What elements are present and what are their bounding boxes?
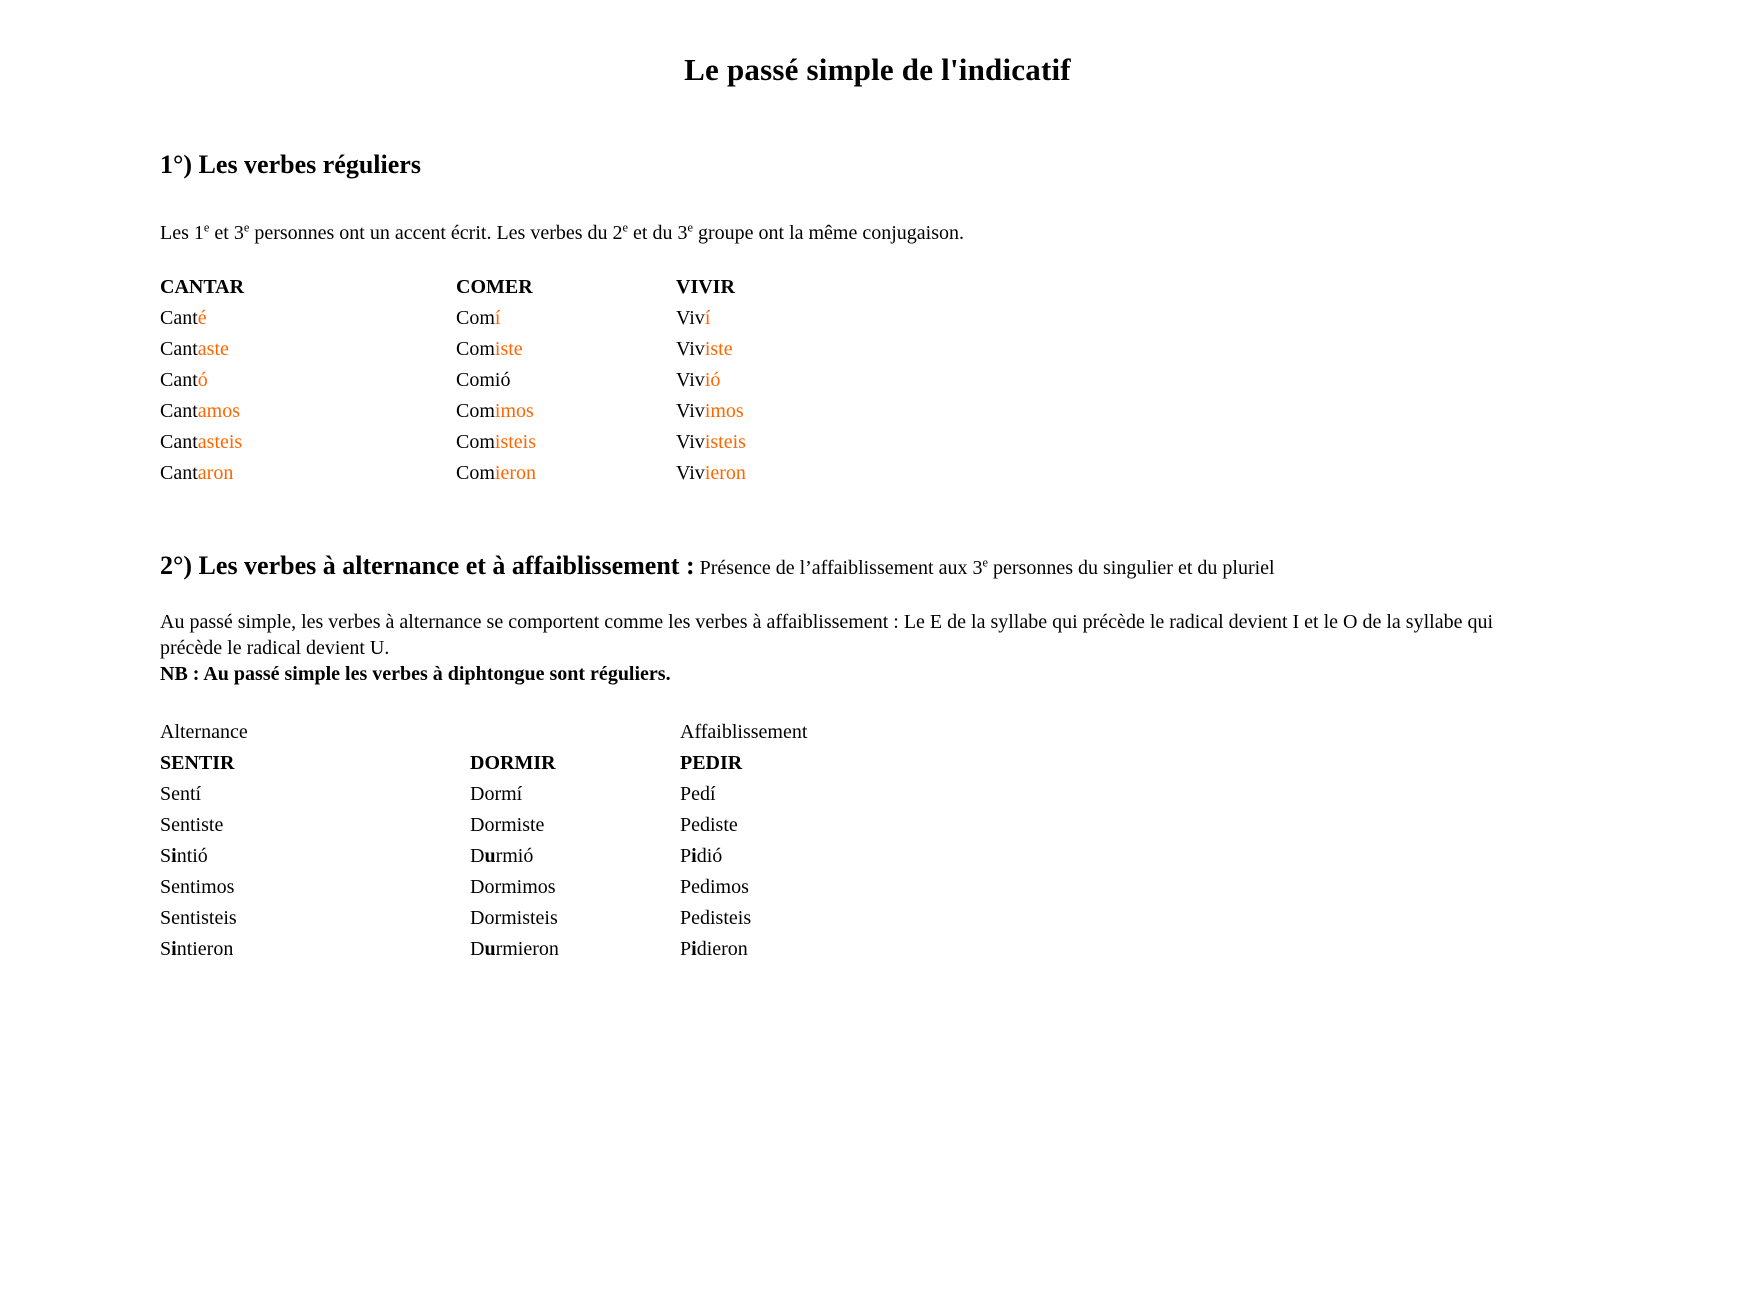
vowel-change-highlight: u <box>484 845 496 867</box>
vowel-change-highlight: i <box>691 938 697 960</box>
vowel-change-highlight: i <box>171 938 177 960</box>
document-page <box>0 52 1755 1293</box>
verb-infinitive-header: VIVIR <box>676 276 735 298</box>
conjugated-form: Sentiste <box>160 814 224 836</box>
conjugation-column-dormir <box>470 748 680 965</box>
verb-ending-highlight: amos <box>197 400 240 422</box>
verb-ending-highlight: iste <box>494 338 523 360</box>
verb-ending-highlight: aste <box>197 338 229 360</box>
verb-ending-highlight: é <box>197 307 207 329</box>
verb-ending-highlight: ió <box>704 369 721 391</box>
group-labels <box>160 717 1595 748</box>
conjugated-form: Pedí <box>680 783 716 805</box>
superscript-ordinal: e <box>243 220 250 235</box>
conjugated-form: Sintieron <box>160 938 234 960</box>
conjugated-form: Sintió <box>160 845 208 867</box>
conjugated-form: Pedisteis <box>680 907 752 929</box>
conjugated-form: Dormimos <box>470 876 556 898</box>
verb-ending-highlight: ieron <box>494 462 536 484</box>
conjugated-form: Pediste <box>680 814 738 836</box>
conjugated-form: Canté <box>160 307 207 329</box>
section2-heading <box>160 551 1595 581</box>
conjugated-form: Sentimos <box>160 876 235 898</box>
verb-ending-highlight: ieron <box>704 462 746 484</box>
conjugated-form: Vivieron <box>676 462 746 484</box>
conjugated-form: Comimos <box>456 400 534 422</box>
conjugated-form: Vivisteis <box>676 431 746 453</box>
conjugation-column-cantar <box>160 272 456 489</box>
verb-ending-highlight: imos <box>494 400 534 422</box>
conjugated-form: Dormisteis <box>470 907 558 929</box>
conjugated-form: Cantaste <box>160 338 229 360</box>
conjugation-column-sentir <box>160 748 470 965</box>
section2-paragraph: Au passé simple, les verbes à alternance se comportent comme les verbes à affaiblissement : Le E de la syllabe qui précède le radical devient I et le O de la syllabe qui précède le radical devient U. <box>160 611 1494 659</box>
conjugated-form: Comieron <box>456 462 536 484</box>
alternance-affaiblissement-table <box>160 748 1595 965</box>
conjugated-form: Comió <box>456 369 511 391</box>
conjugated-form: Comí <box>456 307 501 329</box>
conjugated-form: Comisteis <box>456 431 537 453</box>
vowel-change-highlight: i <box>691 845 697 867</box>
verb-infinitive-header: SENTIR <box>160 752 235 774</box>
verb-ending-highlight: ó <box>197 369 208 391</box>
document-title: Le passé simple de l'indicatif <box>684 52 1071 87</box>
regular-verbs-table <box>160 272 1595 489</box>
section-regular-verbs <box>160 150 1595 489</box>
section1-heading: 1°) Les verbes réguliers <box>160 150 421 179</box>
conjugated-form: Vivimos <box>676 400 744 422</box>
conjugated-form: Cantó <box>160 369 208 391</box>
conjugation-column-pedir <box>680 748 1595 965</box>
section2-nb-note: NB : Au passé simple les verbes à diphtongue sont réguliers. <box>160 663 671 685</box>
section2-heading-note: Présence de l’affaiblissement aux 3e personnes du singulier et du pluriel <box>694 555 1275 579</box>
conjugated-form: Durmió <box>470 845 534 867</box>
superscript-ordinal: e <box>203 220 210 235</box>
superscript-ordinal: e <box>622 220 629 235</box>
verb-ending-highlight: aron <box>197 462 234 484</box>
conjugated-form: Cantasteis <box>160 431 243 453</box>
conjugated-form: Viví <box>676 307 711 329</box>
verb-infinitive-header: CANTAR <box>160 276 245 298</box>
conjugated-form: Viviste <box>676 338 733 360</box>
verb-ending-highlight: isteis <box>494 431 537 453</box>
conjugated-form: Dormiste <box>470 814 545 836</box>
conjugation-column-comer <box>456 272 676 489</box>
conjugated-form: Vivió <box>676 369 721 391</box>
conjugated-form: Pidió <box>680 845 723 867</box>
vowel-change-highlight: u <box>484 938 496 960</box>
verb-infinitive-header: DORMIR <box>470 752 556 774</box>
superscript-ordinal: e <box>982 555 988 570</box>
vowel-change-highlight: i <box>171 845 177 867</box>
verb-ending-highlight: iste <box>704 338 733 360</box>
verb-infinitive-header: PEDIR <box>680 752 743 774</box>
conjugated-form: Sentisteis <box>160 907 237 929</box>
verb-infinitive-header: COMER <box>456 276 533 298</box>
conjugated-form: Comiste <box>456 338 523 360</box>
section1-intro: Les 1e et 3e personnes ont un accent écrit. Les verbes du 2e et du 3e groupe ont la même conjugaison. <box>160 220 965 244</box>
verb-ending-highlight: í <box>704 307 711 329</box>
verb-ending-highlight: asteis <box>197 431 243 453</box>
conjugated-form: Dormí <box>470 783 523 805</box>
verb-ending-highlight: imos <box>704 400 744 422</box>
label-affaiblissement: Affaiblissement <box>680 721 808 743</box>
section-alternance-affaiblissement <box>160 551 1595 965</box>
conjugation-column-vivir <box>676 272 1595 489</box>
conjugated-form: Durmieron <box>470 938 559 960</box>
verb-ending-highlight: í <box>494 307 501 329</box>
verb-ending-highlight: isteis <box>704 431 746 453</box>
section2-heading-bold: 2°) Les verbes à alternance et à affaiblissement : <box>160 551 695 580</box>
conjugated-form: Cantamos <box>160 400 240 422</box>
superscript-ordinal: e <box>687 220 693 235</box>
conjugated-form: Cantaron <box>160 462 234 484</box>
conjugated-form: Sentí <box>160 783 202 805</box>
conjugated-form: Pedimos <box>680 876 749 898</box>
conjugated-form: Pidieron <box>680 938 748 960</box>
label-alternance: Alternance <box>160 721 248 743</box>
